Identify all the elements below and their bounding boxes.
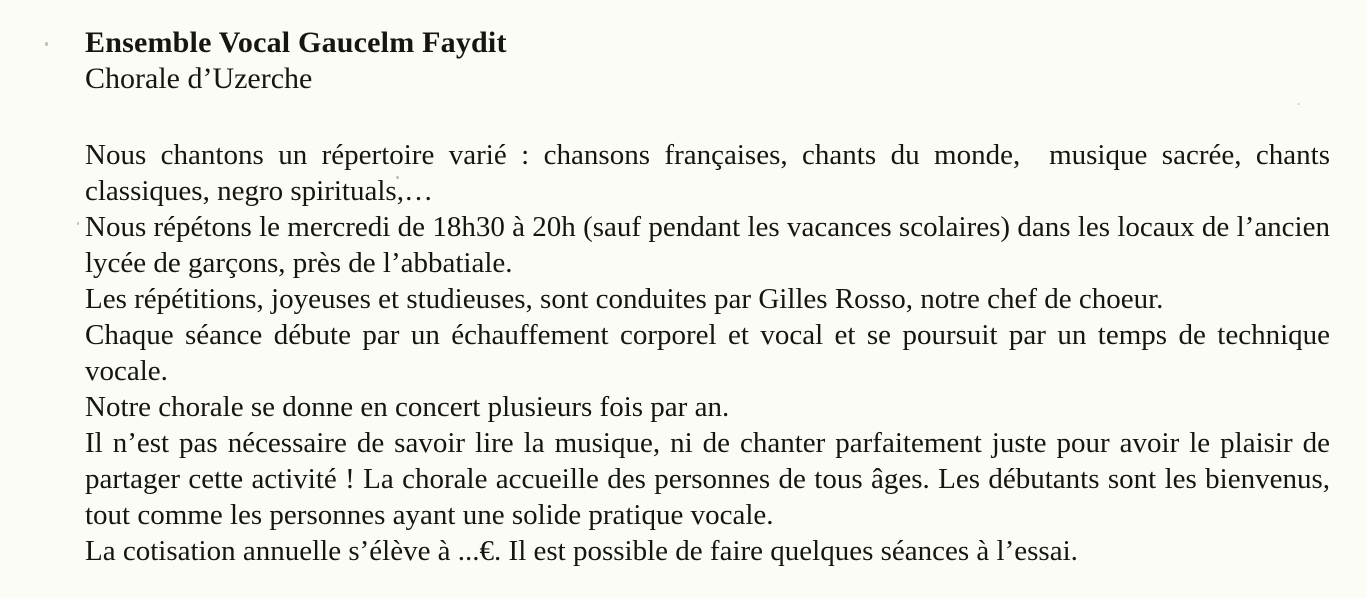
document-subtitle: Chorale d’Uzerche <box>85 62 313 95</box>
scan-speck <box>77 222 79 225</box>
scan-speck <box>45 42 48 46</box>
paragraph: Les répétitions, joyeuses et studieuses, sont conduites par Gilles Rosso, notre chef de choeur. <box>85 283 1164 315</box>
scan-speck <box>396 176 399 179</box>
paragraph: Nous chantons un répertoire varié : chansons françaises, chants du monde, musique sacrée, chants classiques, negro spirituals,… <box>85 139 1330 207</box>
scan-speck <box>1297 103 1300 105</box>
paragraph: Chaque séance débute par un échauffement corporel et vocal et se poursuit par un temps de technique vocale. <box>85 319 1330 387</box>
paragraph: Il n’est pas nécessaire de savoir lire la musique, ni de chanter parfaitement juste pour avoir le plaisir de partager cette activité ! La chorale accueille des personnes de tous âges. Les débutants sont les bienvenus, tout comme les personnes ayant une solide pratique vocale. <box>85 427 1330 531</box>
paragraph: Nous répétons le mercredi de 18h30 à 20h (sauf pendant les vacances scolaires) dans les locaux de l’ancien lycée de garçons, près de l’abbatiale. <box>85 211 1330 279</box>
paragraph: Notre chorale se donne en concert plusieurs fois par an. <box>85 391 730 423</box>
document-header <box>85 25 1328 97</box>
document-body <box>85 137 1330 569</box>
paragraph: La cotisation annuelle s’élève à ...€. Il est possible de faire quelques séances à l’essai. <box>85 535 1078 567</box>
document-title: Ensemble Vocal Gaucelm Faydit <box>85 26 507 59</box>
